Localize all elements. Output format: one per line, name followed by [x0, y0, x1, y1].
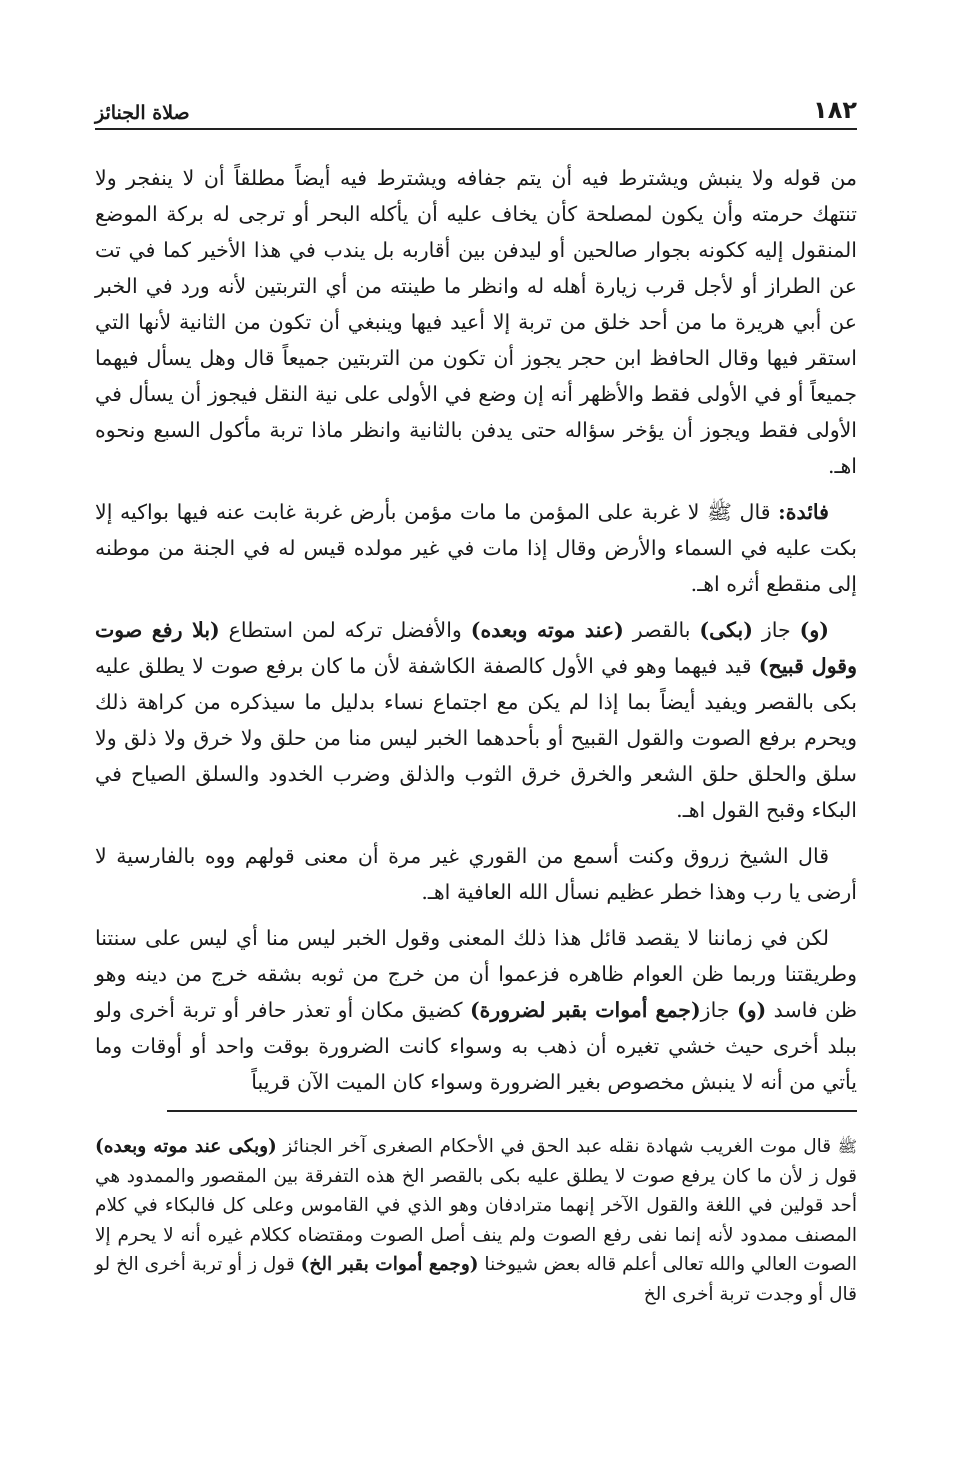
footnote-separator [167, 1110, 857, 1112]
paragraph-text: بالقصر [623, 618, 700, 642]
footnote-text: قال موت الغريب شهادة نقله عبد الحق في الأحكام الصغرى آخر الجنائز [276, 1136, 838, 1157]
paragraph-text: كضيق مكان أو تعذر حافر أو تربة أخرى ولو ببلد أخرى حيث خشي تغيره أن ذهب به وسواء كانت الضرورة بوقت واحد أو أوقات وما يأتي من أنه لا ينبش مخصوص بغير الضرورة وسواء كان الميت الآن قريباً [95, 998, 857, 1094]
page-number: ١٨٢ [813, 96, 857, 124]
paragraph-text: قيد فيهما وهو في الأول كالصفة الكاشفة لأن ما كان برفع صوت لا يطلق عليه بكى بالقصر ويفيد أيضاً بما إذا لم يكن مع اجتماع نساء بدليل ما سيذكره من كراهة ذلك ويحرم برفع الصوت والقول القبيح أو بأحدهما الخبر ليس منا من حلق ولا خرق ولا ذلق ولا سلق والحلق حلق الشعر والخرق خرق الثوب والذلق وضرب الخدود والسلق الصياح في البكاء وقبح القول اهـ. [95, 654, 857, 822]
matn-text: (بلا رفع صوت وقول قبيح) [95, 618, 857, 678]
paragraph [95, 160, 857, 484]
paragraph-text: من قوله ولا ينبش ويشترط فيه أن يتم جفافه ويشترط فيه أيضاً مطلقاً أن لا ينفجر ولا تنتهك حرمته وأن يكون لمصلحة كأن يخاف عليه أن يأكله البحر أو ترجى له بركة الموضع المنقول إليه ككونه بجوار صالحين أو ليدفن بين أقاربه بل يندب في هذا الأخير كما في تت عن الطراز أو لأجل قرب زيارة أهله له وانظر ما طينته من أي التربتين لأنه ورد في الخبر عن أبي هريرة ما من أحد خلق من تربة إلا أعيد فيها وينبغي أن تكون من الثانية لأنها التي استقر فيها وقال الحافظ ابن حجر يجوز أن تكون من التربتين جميعاً قال وهل يسأل فيهما جميعاً أو في الأولى فقط والأظهر أنه إن وضع في الأولى على نية النقل فيجوز أن يسأل في الأولى فقط ويجوز أن يؤخر سؤاله حتى يدفن بالثانية وانظر ماذا تربة مأكول السبع ونحوه اهـ. [95, 166, 857, 478]
paragraph [95, 612, 857, 828]
page-header [95, 88, 857, 130]
page [95, 88, 857, 1309]
paragraph-text: جاز [752, 618, 800, 642]
paragraph-text: لكن في زماننا لا يقصد قائل هذا ذلك المعنى وقول الخبر ليس منا أي ليس على سنتنا وطريقتنا وربما ظن العوام ظاهره فزعموا أن من خرج من ثوبه بشقه خرج من دينه وهو ظن فاسد [95, 926, 858, 1022]
paragraph [95, 838, 857, 910]
matn-text: (عند موته وبعده) [470, 618, 624, 642]
paragraph-text: جاز [700, 998, 737, 1022]
paragraph-text: قال ﷺ لا غربة على المؤمن ما مات مؤمن بأرض غربة غابت عنه فيها بواكيه إلا بكت عليه في السماء والأرض وقال إذا مات في غير مولده قيس له في الجنة من موطنه إلى منقطع أثره اهـ. [95, 500, 857, 596]
paragraph [95, 494, 857, 602]
matn-text: (بكى) [699, 618, 753, 642]
matn-text: (جمع أموات بقبر لضرورة) [469, 998, 701, 1022]
footnote [95, 1132, 857, 1309]
footnote-quote: (وبكى عند موته وبعده) [95, 1136, 277, 1157]
footnote-text: قول ز لأن ما كان يرفع صوت لا يطلق عليه بكى بالقصر الخ هذه التفرقة بين المقصور والممدود هي أحد قولين في اللغة والقول الآخر إنهما مترادفان وهو الذي في القاموس وعلى كل فالبكاء في كلام المصنف ممدود لأنه إنما نفى رفع الصوت ولم ينف أصل الصوت ومقتضاه ككلام غيره أنه لا يحرم إلا الصوت العالي والله تعالى أعلم قاله بعض شيوخنا [95, 1165, 857, 1275]
paragraph-text: قال الشيخ زروق وكنت أسمع من القوري غير مرة أن معنى قولهم ووه بالفارسية لا أرضى يا رب وهذا خطر عظيم نسأل الله العافية اهـ. [95, 844, 857, 904]
matn-text: (و) [736, 998, 767, 1022]
salawat-mark: ﷺ [837, 1137, 858, 1156]
matn-text: (و) [799, 618, 829, 642]
paragraph [95, 920, 857, 1100]
footnote-text: قول ز أو تربة أخرى الخ لو قال أو وجدت تربة أخرى الخ [95, 1254, 857, 1305]
running-title: صلاة الجنائز [95, 102, 190, 124]
note-label: فائدة: [778, 500, 829, 524]
paragraph-text: والأفضل تركه لمن استطاع [219, 618, 471, 642]
footnote-quote: (وجمع أموات بقبر الخ) [300, 1254, 479, 1275]
main-text [95, 160, 857, 1100]
